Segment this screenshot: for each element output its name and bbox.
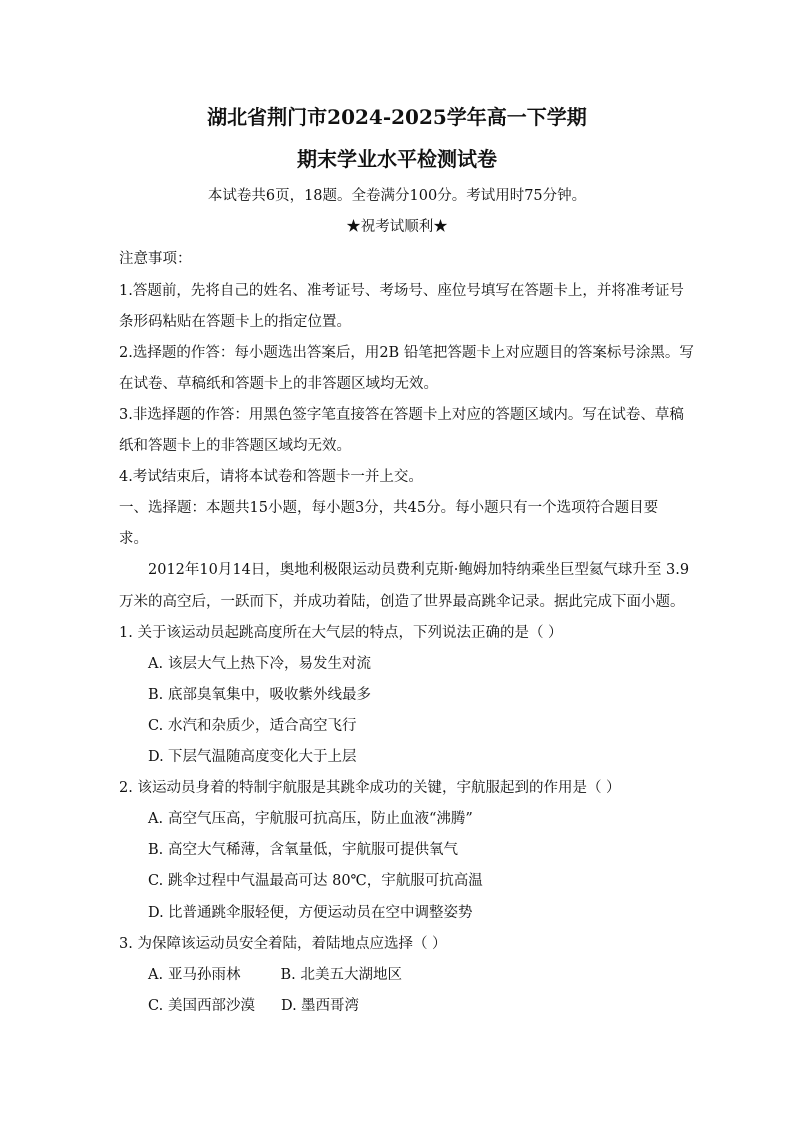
note-item-3-line2: 纸和答题卡上的非答题区域均无效。 xyxy=(119,438,351,454)
option-letter: D. xyxy=(281,998,297,1014)
passage-line1: 2012年10月14日，奥地利极限运动员费利克斯·鲍姆加特纳乘坐巨型氦气球升至 3.9 xyxy=(148,562,690,578)
option-letter: C. xyxy=(148,718,164,734)
option-text: 高空气压高，宇航服可抗高压，防止血液“沸腾” xyxy=(168,811,473,827)
question-3-options-row1 xyxy=(148,965,402,985)
option-text: 高空大气稀薄，含氧量低，宇航服可提供氧气 xyxy=(168,842,458,858)
option-text: 水汽和杂质少，适合高空飞行 xyxy=(168,718,357,734)
option-letter: C. xyxy=(148,998,164,1014)
option-letter: C. xyxy=(148,873,164,889)
option-letter: A. xyxy=(148,656,164,672)
option-text: 北美五大湖地区 xyxy=(300,967,402,983)
question-2-option-c xyxy=(148,871,483,891)
section-heading-line2: 求。 xyxy=(119,531,148,547)
option-text: 墨西哥湾 xyxy=(301,998,359,1014)
note-item-1-line2: 条形码粘贴在答题卡上的指定位置。 xyxy=(119,314,351,330)
question-2-stem: 2. 该运动员身着的特制宇航服是其跳伞成功的关键，宇航服起到的作用是（ ） xyxy=(119,780,621,796)
question-2-option-d xyxy=(148,903,473,923)
option-text: 下层气温随高度变化大于上层 xyxy=(168,749,357,765)
question-1-option-d xyxy=(148,747,357,767)
question-3-stem: 3. 为保障该运动员安全着陆，着陆地点应选择（ ） xyxy=(119,936,447,952)
option-text: 底部臭氧集中，吸收紫外线最多 xyxy=(168,687,371,703)
note-item-4: 4.考试结束后，请将本试卷和答题卡一并上交。 xyxy=(119,469,423,485)
blessing-text: ★祝考试顺利★ xyxy=(346,219,448,235)
option-letter: B. xyxy=(280,967,296,983)
exam-title-line1: 湖北省荆门市2024-2025学年高一下学期 xyxy=(207,105,587,129)
option-text: 该层大气上热下冷，易发生对流 xyxy=(168,656,371,672)
option-text: 美国西部沙漠 xyxy=(168,998,255,1014)
exam-title-line2: 期末学业水平检测试卷 xyxy=(297,147,497,171)
question-1-stem: 1. 关于该运动员起跳高度所在大气层的特点，下列说法正确的是（ ） xyxy=(119,625,563,641)
question-1-option-b xyxy=(148,685,371,705)
option-letter: B. xyxy=(148,687,164,703)
question-2-option-a xyxy=(148,809,473,829)
option-letter: B. xyxy=(148,842,164,858)
option-text: 比普通跳伞服轻便，方便运动员在空中调整姿势 xyxy=(168,905,473,921)
question-1-option-a xyxy=(148,654,371,674)
option-letter: D. xyxy=(148,749,164,765)
notes-heading: 注意事项： xyxy=(119,251,192,267)
note-item-2-line1: 2.选择题的作答：每小题选出答案后，用2B 铅笔把答题卡上对应题目的答案标号涂黑。写 xyxy=(119,345,694,361)
option-text: 跳伞过程中气温最高可达 80℃，宇航服可抗高温 xyxy=(168,873,483,889)
option-letter: A. xyxy=(148,967,164,983)
note-item-3-line1: 3.非选择题的作答：用黑色签字笔直接答在答题卡上对应的答题区域内。写在试卷、草稿 xyxy=(119,407,684,423)
question-1-option-c xyxy=(148,716,357,736)
option-letter: D. xyxy=(148,905,164,921)
passage-line2: 万米的高空后，一跃而下，并成功着陆，创造了世界最高跳伞记录。据此完成下面小题。 xyxy=(119,594,685,610)
exam-info: 本试卷共6页，18题。全卷满分100分。考试用时75分钟。 xyxy=(207,188,587,204)
question-3-options-row2 xyxy=(148,996,359,1016)
note-item-1-line1: 1.答题前，先将自己的姓名、准考证号、考场号、座位号填写在答题卡上，并将准考证号 xyxy=(119,283,684,299)
section-heading-line1: 一、选择题：本题共15小题，每小题3分，共45分。每小题只有一个选项符合题目要 xyxy=(119,500,659,516)
option-text: 亚马孙雨林 xyxy=(168,967,241,983)
question-2-option-b xyxy=(148,840,458,860)
note-item-2-line2: 在试卷、草稿纸和答题卡上的非答题区域均无效。 xyxy=(119,376,438,392)
option-letter: A. xyxy=(148,811,164,827)
